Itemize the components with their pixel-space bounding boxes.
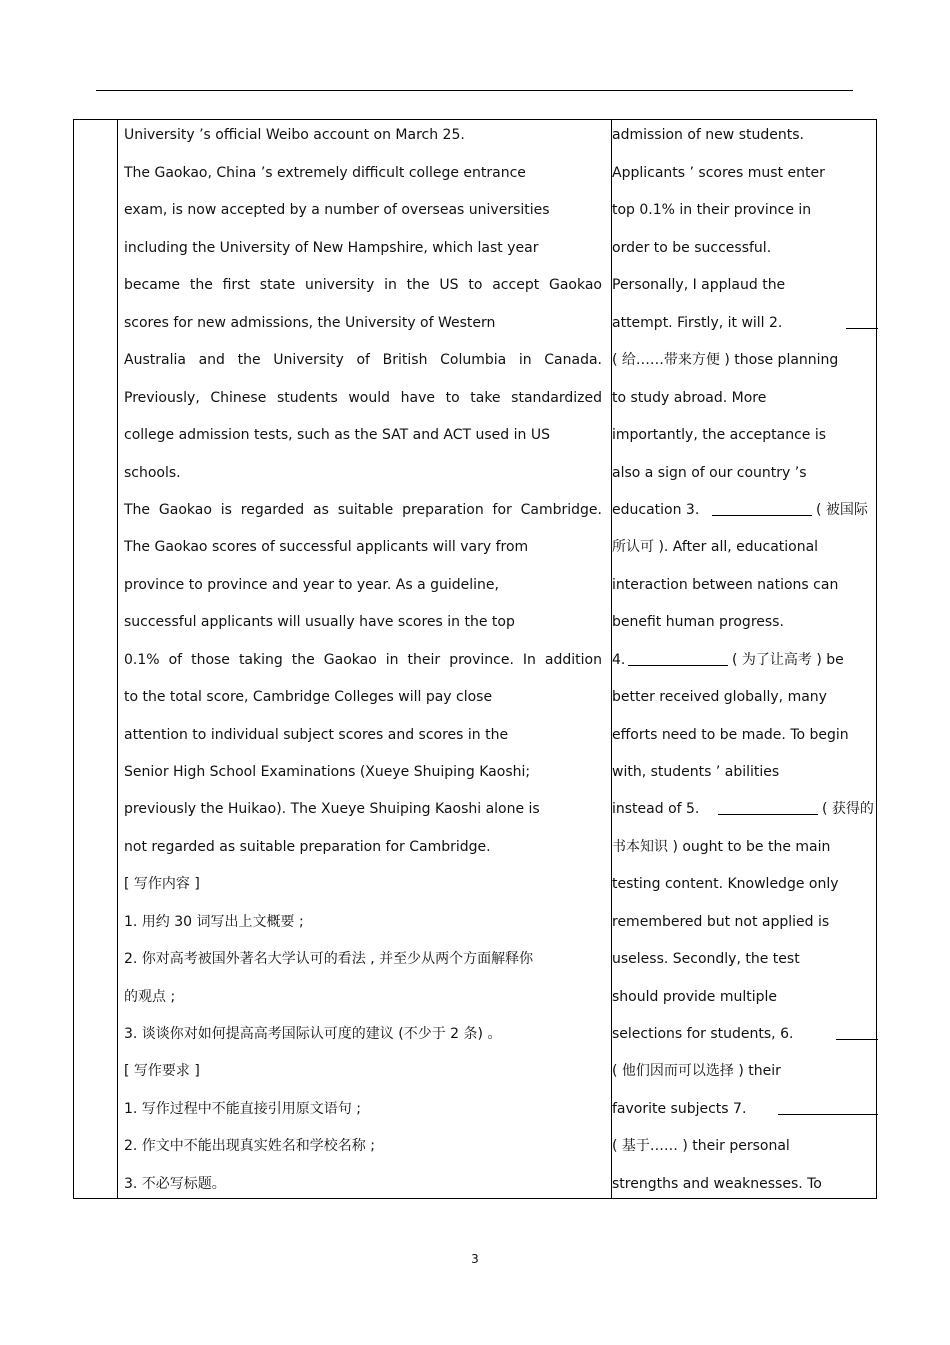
sample-line: better received globally, many [612, 689, 827, 705]
passage-line: scores for new admissions, the University of Western [124, 315, 496, 331]
sample-line: useless. Secondly, the test [612, 951, 800, 967]
passage-line: became the first state university in the US to accept Gaokao [124, 277, 602, 293]
passage-line: attention to individual subject scores and scores in the [124, 727, 509, 743]
passage-line: 1. 写作过程中不能直接引用原文语句 ; [124, 1101, 361, 1117]
sample-line: testing content. Knowledge only [612, 876, 839, 892]
sample-line: ( 给……带来方便 ) those planning [612, 352, 839, 368]
sample-line: benefit human progress. [612, 614, 784, 630]
column-divider-left [117, 120, 118, 1198]
passage-line: The Gaokao is regarded as suitable preparation for Cambridge. [124, 502, 602, 518]
blank-4[interactable] [628, 651, 728, 666]
sample-line [612, 651, 877, 669]
sample-line: ( 基于…… ) their personal [612, 1138, 790, 1154]
passage-line: 的观点 ; [124, 989, 176, 1005]
sample-text: education 3. [612, 502, 700, 518]
blank-6[interactable] [836, 1025, 878, 1040]
sample-line: ( 他们因而可以选择 ) their [612, 1063, 781, 1079]
sample-text: ( 获得的 [822, 801, 874, 817]
sample-line: top 0.1% in their province in [612, 202, 812, 218]
passage-line: to the total score, Cambridge Colleges will pay close [124, 689, 493, 705]
passage-line: college admission tests, such as the SAT and ACT used in US [124, 427, 550, 443]
sample-line [612, 314, 877, 332]
sample-line [612, 1025, 877, 1043]
blank-3[interactable] [712, 501, 812, 516]
sample-text: instead of 5. [612, 801, 700, 817]
header-rule [96, 90, 853, 91]
sample-text: 4. [612, 652, 626, 668]
sample-line: Applicants ’ scores must enter [612, 165, 825, 181]
sample-line: 所认可 ). After all, educational [612, 539, 819, 555]
content-table [73, 119, 877, 1199]
sample-text: attempt. Firstly, it will 2. [612, 315, 783, 331]
passage-line: The Gaokao, China ’s extremely difficult college entrance [124, 165, 526, 181]
passage-line: schools. [124, 465, 181, 481]
sample-line [612, 1100, 877, 1118]
sample-line: should provide multiple [612, 989, 778, 1005]
passage-line: previously the Huikao). The Xueye Shuiping Kaoshi alone is [124, 801, 540, 817]
blank-5[interactable] [718, 800, 818, 815]
sample-line: to study abroad. More [612, 390, 767, 406]
passage-line: University ’s official Weibo account on March 25. [124, 127, 465, 143]
passage-line: province to province and year to year. As a guideline, [124, 577, 499, 593]
sample-line: importantly, the acceptance is [612, 427, 827, 443]
sample-line: remembered but not applied is [612, 914, 830, 930]
passage-line: 0.1% of those taking the Gaokao in their province. In addition [124, 652, 602, 668]
passage-line: Senior High School Examinations (Xueye Shuiping Kaoshi; [124, 764, 531, 780]
sample-line: admission of new students. [612, 127, 804, 143]
passage-line: 2. 作文中不能出现真实姓名和学校名称 ; [124, 1138, 375, 1154]
sample-line: order to be successful. [612, 240, 772, 256]
passage-line: 3. 谈谈你对如何提高高考国际认可度的建议 (不少于 2 条) 。 [124, 1026, 502, 1042]
sample-text: favorite subjects 7. [612, 1101, 747, 1117]
passage-line: 2. 你对高考被国外著名大学认可的看法 , 并至少从两个方面解释你 [124, 951, 534, 967]
passage-line: not regarded as suitable preparation for Cambridge. [124, 839, 491, 855]
sample-line: efforts need to be made. To begin [612, 727, 849, 743]
sample-text: ( 为了让高考 ) be [732, 652, 844, 668]
passage-line: Australia and the University of British Columbia in Canada. [124, 352, 602, 368]
sample-line [612, 501, 877, 519]
blank-2[interactable] [846, 314, 878, 329]
sample-line: with, students ’ abilities [612, 764, 780, 780]
sample-line: interaction between nations can [612, 577, 839, 593]
passage-line: exam, is now accepted by a number of overseas universities [124, 202, 550, 218]
sample-line: also a sign of our country ’s [612, 465, 807, 481]
sample-line [612, 800, 877, 818]
sample-line: 书本知识 ) ought to be the main [612, 839, 831, 855]
passage-line: [ 写作内容 ] [124, 876, 200, 892]
passage-line: Previously, Chinese students would have to take standardized [124, 390, 602, 406]
sample-line: strengths and weaknesses. To [612, 1176, 822, 1192]
passage-line: 1. 用约 30 词写出上文概要 ; [124, 914, 304, 930]
passage-line: [ 写作要求 ] [124, 1063, 200, 1079]
sample-text: selections for students, 6. [612, 1026, 794, 1042]
passage-line: 3. 不必写标题。 [124, 1176, 226, 1192]
passage-line: successful applicants will usually have scores in the top [124, 614, 515, 630]
passage-line: including the University of New Hampshire, which last year [124, 240, 539, 256]
sample-text: ( 被国际 [816, 502, 868, 518]
sample-line: Personally, I applaud the [612, 277, 786, 293]
blank-7[interactable] [778, 1100, 878, 1115]
passage-line: The Gaokao scores of successful applicants will vary from [124, 539, 529, 555]
page-number: 3 [471, 1252, 479, 1266]
